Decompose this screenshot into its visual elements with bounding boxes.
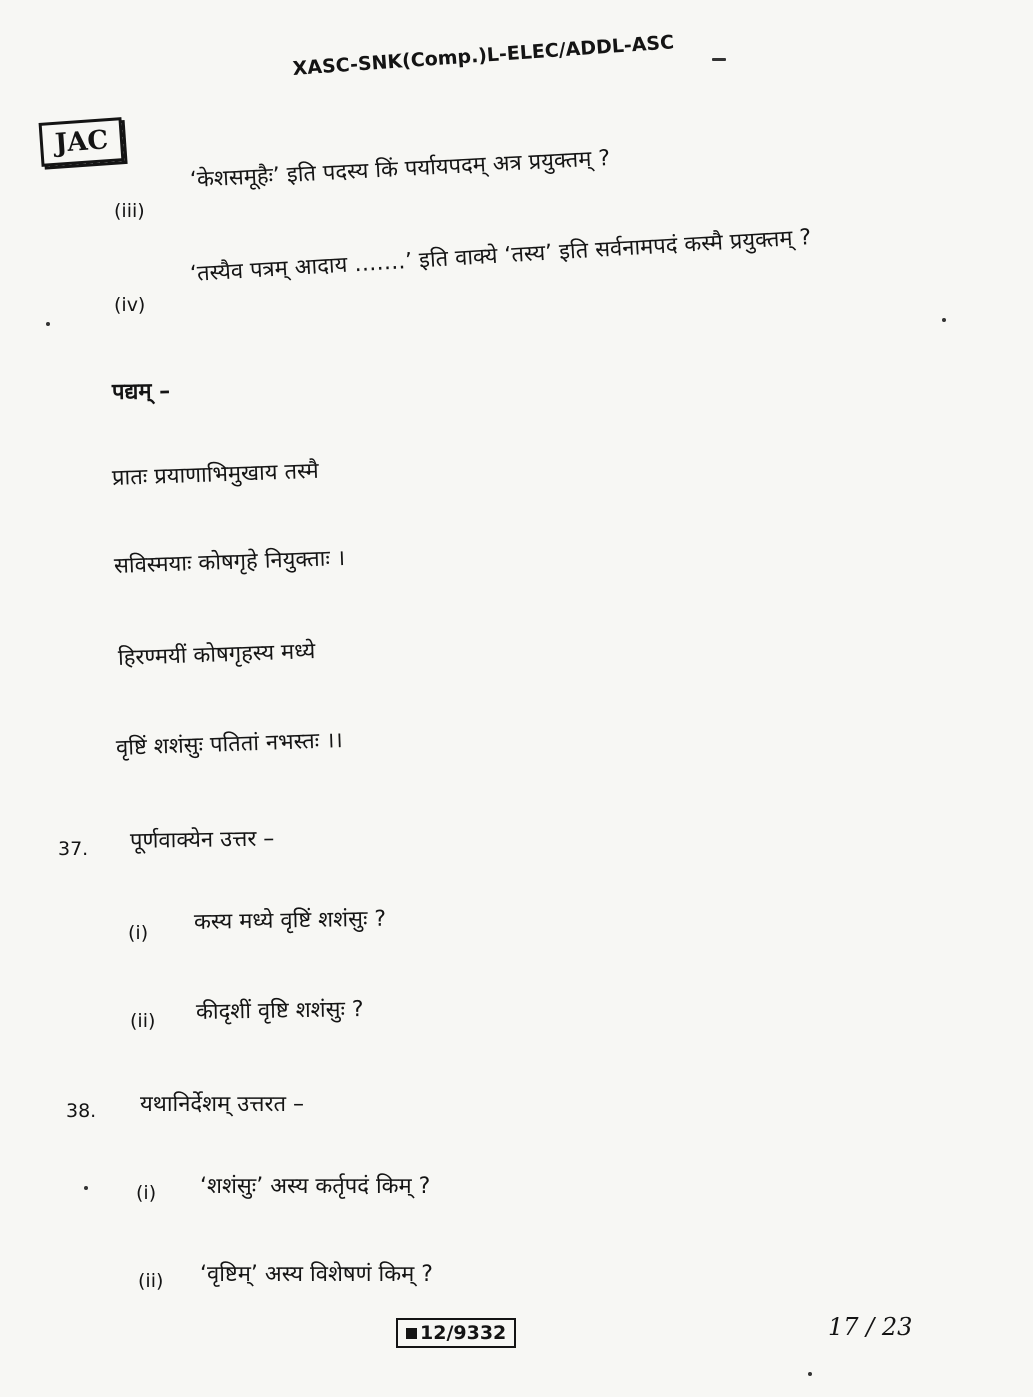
- sub-question-text: ‘शशंसुः’ अस्य कर्तृपदं किम् ?: [200, 1174, 431, 1199]
- poem-line: प्रातः प्रयाणाभिमुखाय तस्मै: [111, 458, 320, 491]
- sub-question-number: (i): [128, 922, 149, 944]
- poem-line: वृष्टिं शशंसुः पतितां नभस्तः ।।: [115, 728, 344, 761]
- page-number: 17 / 23: [828, 1313, 913, 1341]
- scan-mark: [942, 318, 946, 322]
- poem-heading: पद्यम् –: [111, 378, 171, 405]
- paper-code-box: [396, 1318, 516, 1348]
- question-number: (iv): [114, 294, 146, 316]
- question-number: 37.: [58, 838, 89, 860]
- sub-question-text: कस्य मध्ये वृष्टिं शशंसुः ?: [193, 906, 387, 935]
- sub-question-text: कीदृशीं वृष्टि शशंसुः ?: [195, 997, 364, 1025]
- square-icon: [406, 1328, 417, 1339]
- exam-code: XASC-SNK(Comp.)L-ELEC/ADDL-ASC: [292, 31, 675, 80]
- question-number: 38.: [66, 1100, 97, 1122]
- question-title: पूर्णवाक्येन उत्तर –: [129, 826, 275, 854]
- question-text: ‘केशसमूहैः’ इति पदस्य किं पर्यायपदम् अत्र प्रयुक्तम् ?: [189, 146, 611, 193]
- sub-question-number: (ii): [130, 1010, 156, 1032]
- scan-mark: [84, 1186, 88, 1190]
- poem-line: हिरण्मयीं कोषगृहस्य मध्ये: [117, 639, 316, 671]
- sub-question-number: (i): [136, 1182, 157, 1204]
- question-text: ‘तस्यैव पत्रम् आदाय …….’ इति वाक्ये ‘तस्य’ इति सर्वनामपदं कस्मै प्रयुक्तम् ?: [189, 225, 812, 287]
- sub-question-number: (ii): [138, 1270, 164, 1292]
- scan-mark: [46, 322, 50, 326]
- paper-code: 12/9332: [420, 1322, 507, 1344]
- question-title: यथानिर्देशम् उत्तरत –: [140, 1092, 305, 1117]
- question-number: (iii): [114, 200, 145, 222]
- jac-logo: JAC: [39, 117, 125, 167]
- poem-line: सविस्मयाः कोषगृहे नियुक्ताः ।: [113, 545, 346, 579]
- scan-mark: [712, 58, 726, 61]
- sub-question-text: ‘वृष्टिम्’ अस्य विशेषणं किम् ?: [200, 1262, 433, 1287]
- scan-mark: [808, 1372, 812, 1376]
